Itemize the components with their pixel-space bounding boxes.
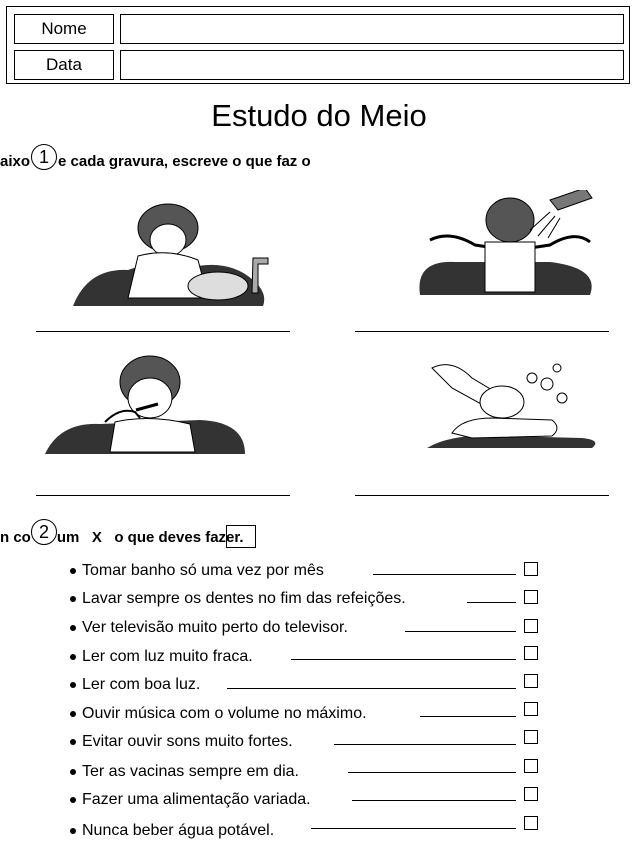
item-checkbox[interactable] [524, 590, 538, 604]
page-title: Estudo do Meio [211, 98, 427, 133]
item-checkbox[interactable] [524, 562, 538, 576]
boy-showering-icon [400, 190, 610, 298]
washing-feet-icon [412, 348, 612, 452]
bullet-icon [70, 596, 76, 602]
item-checkbox[interactable] [524, 816, 538, 830]
item-checkbox[interactable] [524, 702, 538, 716]
boy-brushing-teeth-icon [40, 352, 250, 456]
item-line [334, 744, 516, 745]
list-item: Fazer uma alimentação variada. [70, 791, 311, 809]
list-item: Ouvir música com o volume no máximo. [70, 705, 367, 723]
question-1-number: 1 [31, 144, 57, 170]
item-line [373, 574, 516, 575]
name-label: Nome [14, 14, 114, 44]
bullet-icon [70, 769, 76, 775]
list-item: Evitar ouvir sons muito fortes. [70, 733, 293, 751]
bullet-icon [70, 568, 76, 574]
list-item: Tomar banho só uma vez por mês [70, 562, 324, 580]
list-item: Ler com boa luz. [70, 676, 200, 694]
list-item: Ter as vacinas sempre em dia. [70, 763, 299, 781]
item-line [311, 828, 516, 829]
item-line [420, 716, 516, 717]
bullet-icon [70, 739, 76, 745]
question-2-text-end: um X o que deves fazer. [56, 529, 244, 546]
mark-box-example [226, 525, 256, 548]
bullet-icon [70, 711, 76, 717]
question-2-number: 2 [31, 519, 57, 545]
date-field[interactable] [120, 50, 624, 80]
list-item: Ler com luz muito fraca. [70, 648, 253, 666]
item-checkbox[interactable] [524, 787, 538, 801]
question-1-text-end: e cada gravura, escreve o que faz o [58, 153, 311, 170]
item-checkbox[interactable] [524, 674, 538, 688]
bullet-icon [70, 828, 76, 834]
item-line [405, 631, 516, 632]
list-item: Ver televisão muito perto do televisor. [70, 619, 348, 637]
item-checkbox[interactable] [524, 646, 538, 660]
boy-washing-hands-icon [68, 198, 278, 310]
item-line [467, 602, 516, 603]
list-item: Nunca beber água potável. [70, 822, 274, 840]
date-label: Data [14, 50, 114, 80]
item-line [348, 772, 516, 773]
item-checkbox[interactable] [524, 730, 538, 744]
answer-line-3[interactable] [36, 495, 290, 496]
bullet-icon [70, 654, 76, 660]
question-2-text-start: n co [0, 529, 31, 546]
list-item: Lavar sempre os dentes no fim das refeições. [70, 590, 406, 608]
bullet-icon [70, 682, 76, 688]
item-line [291, 659, 516, 660]
question-1-text-start: aixo [0, 153, 31, 170]
answer-line-4[interactable] [355, 495, 609, 496]
bullet-icon [70, 625, 76, 631]
name-field[interactable] [120, 14, 624, 44]
item-line [352, 800, 516, 801]
item-checkbox[interactable] [524, 619, 538, 633]
item-checkbox[interactable] [524, 759, 538, 773]
item-line [227, 688, 516, 689]
answer-line-1[interactable] [36, 331, 290, 332]
answer-line-2[interactable] [355, 331, 609, 332]
bullet-icon [70, 797, 76, 803]
